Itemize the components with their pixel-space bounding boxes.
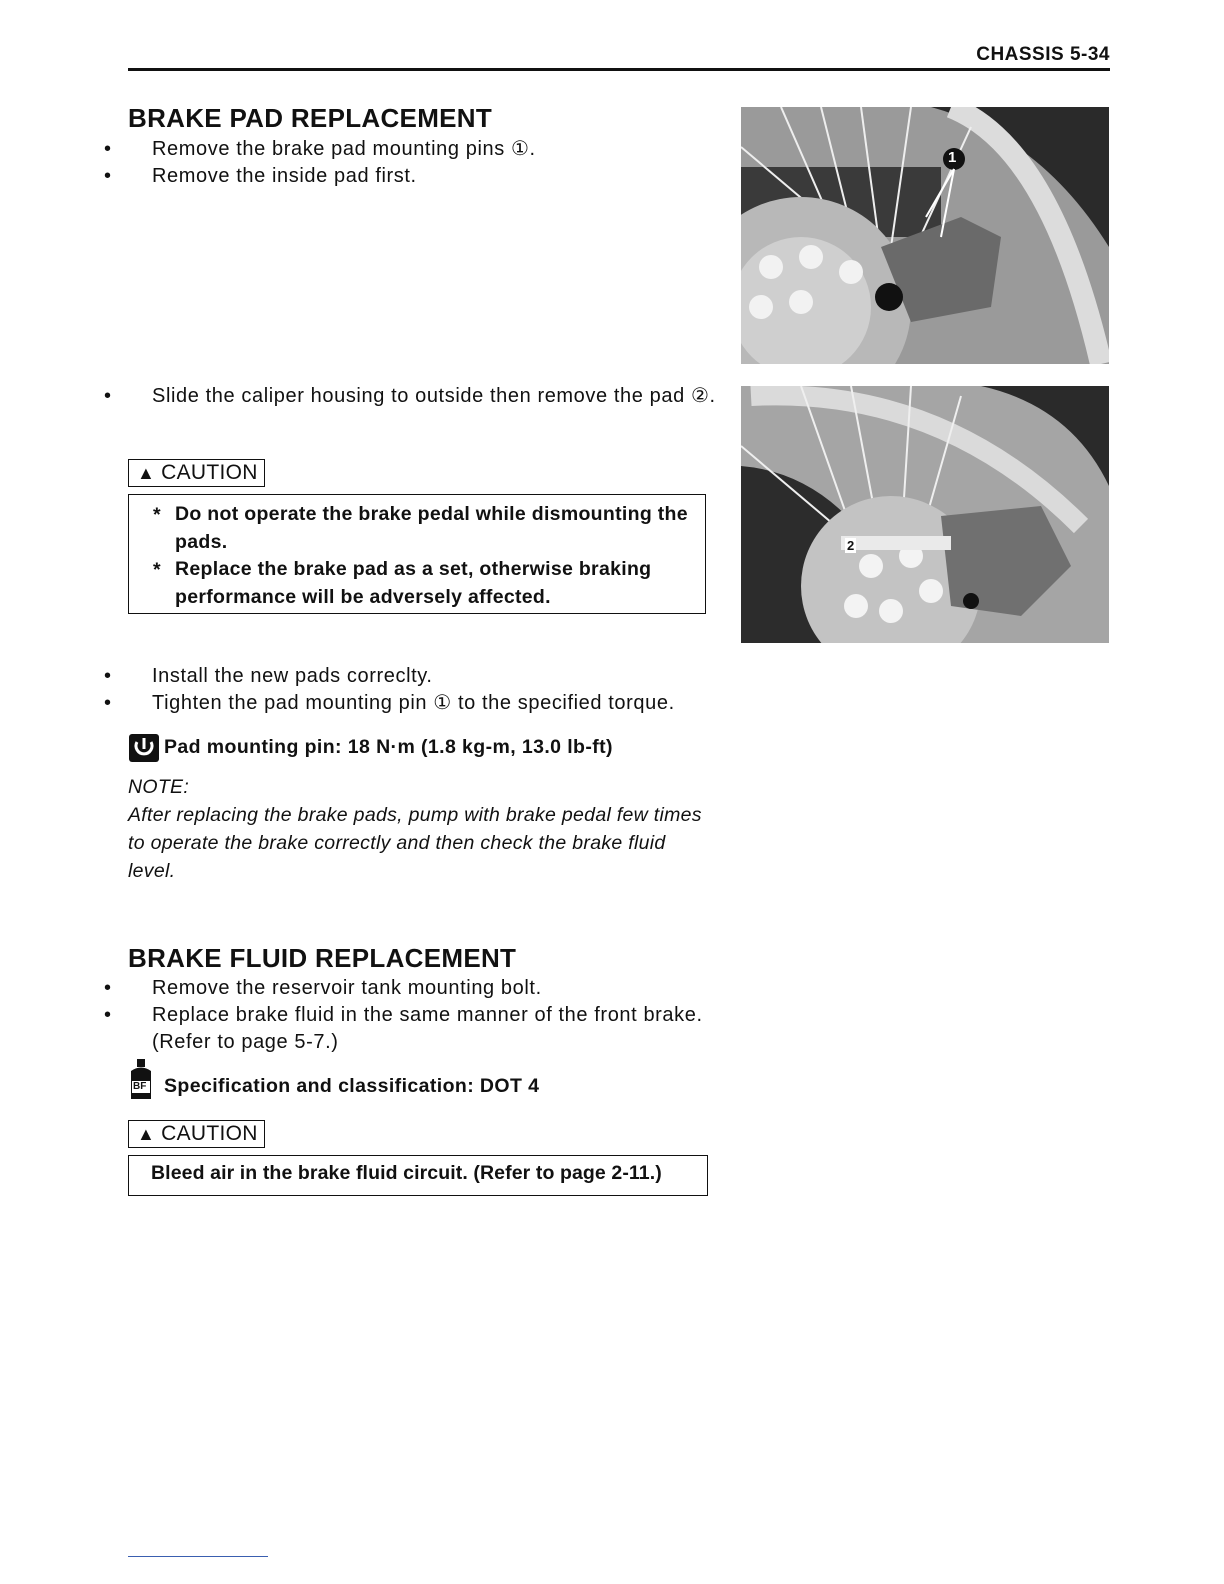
caution-item: * Do not operate the brake pedal while dismounting the pads. [153, 503, 688, 553]
torque-wrench-icon [128, 733, 162, 763]
list-item: • Replace brake fluid in the same manner of the front brake. (Refer to page 5-7.) [104, 1004, 703, 1053]
callout-2: 2 [847, 538, 855, 553]
brake-fluid-bottle-icon [128, 1059, 154, 1101]
caution-box [128, 494, 706, 614]
brake-fluid-section-title: BRAKE FLUID REPLACEMENT [128, 943, 517, 973]
list-item: • Install the new pads correclty. [104, 665, 433, 687]
note-text: After replacing the brake pads, pump with brake pedal few times to operate the brake correctly and then check the brake fluid level. [128, 804, 702, 882]
caution-label: ▲ CAUTION [128, 459, 265, 487]
list-item: • Remove the reservoir tank mounting bolt. [104, 977, 542, 999]
warning-icon: ▲ [137, 1124, 156, 1144]
fluid-spec: Specification and classification: DOT 4 [164, 1075, 540, 1097]
list-item: • Remove the inside pad first. [104, 165, 417, 187]
note-label: NOTE: [128, 776, 190, 798]
bf-icon-label: BF [133, 1081, 147, 1092]
brake-pad-section-title: BRAKE PAD REPLACEMENT [128, 103, 493, 133]
warning-icon: ▲ [137, 463, 156, 483]
list-item: • Remove the brake pad mounting pins ①. [104, 138, 536, 160]
caliper-photo-2 [741, 386, 1109, 643]
caution-item: * Replace the brake pad as a set, otherwise braking performance will be adversely affected. [153, 558, 652, 608]
fluid-bullets [104, 975, 718, 1056]
pad-bullets-1 [104, 136, 718, 190]
caution-text: Bleed air in the brake fluid circuit. (Refer to page 2-11.) [151, 1162, 662, 1184]
caliper-photo-1 [741, 107, 1109, 364]
list-item: • Tighten the pad mounting pin ① to the specified torque. [104, 692, 675, 714]
pad-bullets-3 [104, 663, 718, 717]
pad-bullets-2 [104, 383, 718, 410]
footer-rule [128, 1556, 268, 1557]
page-header-label: CHASSIS 5-34 [976, 44, 1110, 65]
caution-label: ▲ CAUTION [128, 1120, 265, 1148]
callout-1: 1 [948, 149, 957, 166]
list-item: • Slide the caliper housing to outside then remove the pad ②. [104, 385, 716, 407]
header-rule [128, 68, 1110, 71]
torque-spec: Pad mounting pin: 18 N·m (1.8 kg-m, 13.0 lb-ft) [164, 736, 613, 758]
caution-box [128, 1155, 708, 1196]
